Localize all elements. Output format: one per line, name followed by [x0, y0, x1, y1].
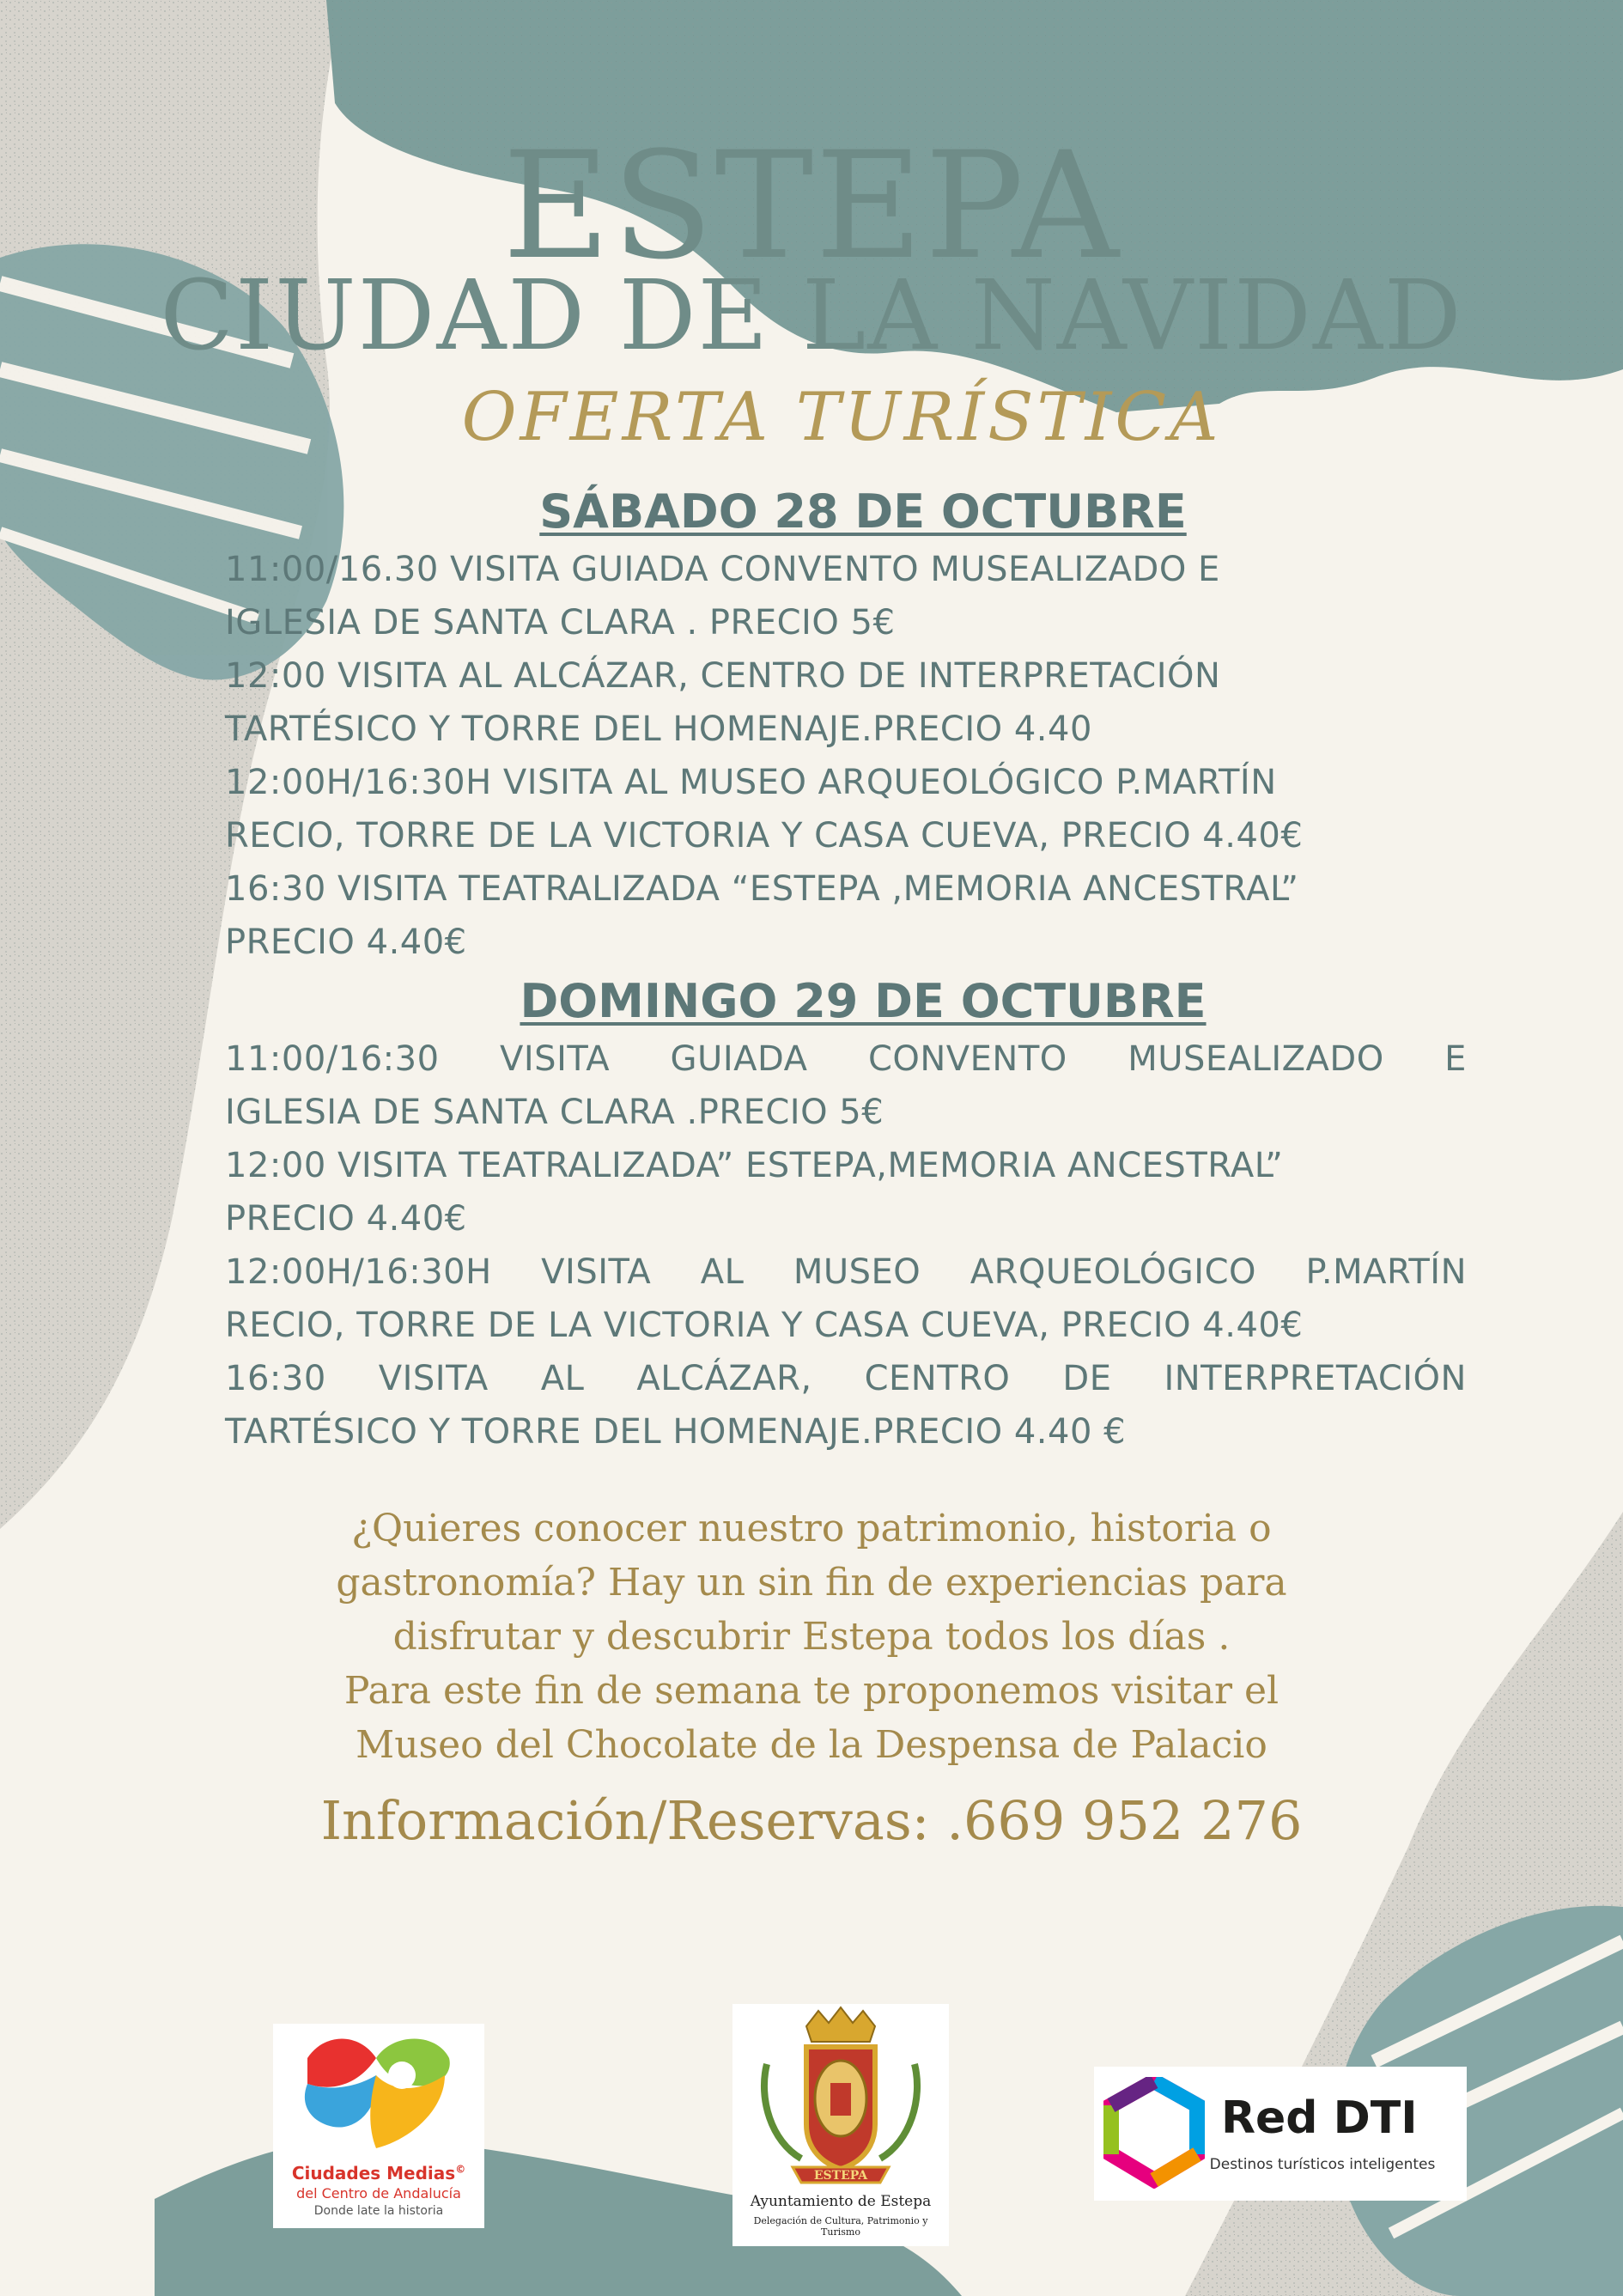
sunday-line: IGLESIA DE SANTA CLARA .PRECIO 5€ — [225, 1093, 884, 1132]
ayuntamiento-logo-name: Ayuntamiento de Estepa — [750, 2193, 932, 2210]
word: CENTRO — [864, 1359, 1011, 1398]
red-dti-tagline: Destinos turísticos inteligentes — [1209, 2156, 1436, 2173]
promo-line: ¿Quieres conocer nuestro patrimonio, historia o — [351, 1507, 1272, 1550]
word: VISITA — [378, 1359, 489, 1398]
saturday-line: TARTÉSICO Y TORRE DEL HOMENAJE.PRECIO 4.40 — [225, 710, 1092, 749]
ciudades-logo-tagline: Donde late la historia — [313, 2204, 444, 2218]
title-estepa: ESTEPA — [502, 119, 1121, 292]
word: P.MARTÍN — [1305, 1252, 1467, 1292]
saturday-section — [225, 481, 1467, 969]
saturday-line: RECIO, TORRE DE LA VICTORIA Y CASA CUEVA, PRECIO 4.40€ — [225, 816, 1304, 856]
subtitle-oferta: OFERTA TURÍSTICA — [461, 379, 1222, 456]
word: 12:00H/16:30H — [225, 1252, 492, 1292]
ciudades-logo-region: del Centro de Andalucía — [296, 2185, 461, 2202]
title-ciudad-navidad: CIUDAD DE LA NAVIDAD — [160, 260, 1463, 372]
sunday-line-justified — [225, 1352, 1467, 1405]
word: ARQUEOLÓGICO — [970, 1252, 1256, 1292]
saturday-line: 11:00/16.30 VISITA GUIADA CONVENTO MUSEALIZADO E — [225, 550, 1220, 589]
hexagon-icon — [1103, 2077, 1206, 2189]
coat-of-arms-icon — [732, 2004, 949, 2186]
word: MUSEALIZADO — [1128, 1039, 1384, 1079]
word: 11:00/16:30 — [225, 1039, 440, 1079]
reservations-info[interactable]: Información/Reservas: .669 952 276 — [320, 1789, 1303, 1852]
word: DE — [1062, 1359, 1112, 1398]
word: E — [1444, 1039, 1467, 1079]
word: CONVENTO — [867, 1039, 1067, 1079]
schedule — [225, 481, 1467, 1459]
ciudades-medias-logo — [273, 2024, 484, 2228]
red-dti-logo — [1094, 2067, 1467, 2201]
word: 16:30 — [225, 1359, 326, 1398]
heart-swirl-icon — [273, 2024, 484, 2161]
word: VISITA — [500, 1039, 611, 1079]
sunday-line-justified — [225, 1032, 1467, 1086]
sunday-line-justified — [225, 1245, 1467, 1299]
ayuntamiento-estepa-logo — [732, 2004, 949, 2246]
copyright-mark: © — [455, 2163, 466, 2176]
saturday-line: IGLESIA DE SANTA CLARA . PRECIO 5€ — [225, 603, 896, 643]
word: INTERPRETACIÓN — [1164, 1359, 1467, 1398]
promo-line: gastronomía? Hay un sin fin de experiencias para — [336, 1561, 1287, 1605]
saturday-line: 12:00 VISITA AL ALCÁZAR, CENTRO DE INTERPRETACIÓN — [225, 656, 1221, 696]
ayuntamiento-banner-text: ESTEPA — [813, 2169, 868, 2183]
sunday-section — [225, 971, 1467, 1459]
red-dti-name: Red DTI — [1221, 2092, 1418, 2144]
word: AL — [540, 1359, 585, 1398]
saturday-line: PRECIO 4.40€ — [225, 923, 467, 962]
sunday-line: RECIO, TORRE DE LA VICTORIA Y CASA CUEVA, PRECIO 4.40€ — [225, 1306, 1304, 1345]
ayuntamiento-logo-dept: Delegación de Cultura, Patrimonio y Turismo — [753, 2215, 928, 2238]
sunday-line: TARTÉSICO Y TORRE DEL HOMENAJE.PRECIO 4.40 € — [225, 1412, 1127, 1452]
word: MUSEO — [793, 1252, 921, 1292]
word: GUIADA — [670, 1039, 808, 1079]
promo-text — [0, 1501, 1623, 1860]
word: VISITA — [541, 1252, 652, 1292]
word: AL — [700, 1252, 745, 1292]
promo-line: disfrutar y descubrir Estepa todos los días . — [392, 1615, 1231, 1659]
promo-line: Para este fin de semana te proponemos visitar el — [343, 1669, 1280, 1713]
saturday-line: 12:00H/16:30H VISITA AL MUSEO ARQUEOLÓGICO P.MARTÍN — [225, 763, 1277, 802]
word: ALCÁZAR, — [636, 1359, 812, 1398]
promo-line: Museo del Chocolate de la Despensa de Palacio — [356, 1723, 1267, 1767]
saturday-line: 16:30 VISITA TEATRALIZADA “ESTEPA ,MEMORIA ANCESTRAL” — [225, 869, 1299, 909]
sunday-line: PRECIO 4.40€ — [225, 1199, 467, 1239]
ciudades-logo-name: Ciudades Medias — [291, 2163, 456, 2183]
sunday-heading: DOMINGO 29 DE OCTUBRE — [520, 974, 1207, 1028]
sunday-line: 12:00 VISITA TEATRALIZADA” ESTEPA,MEMORIA ANCESTRAL” — [225, 1146, 1284, 1185]
saturday-heading: SÁBADO 28 DE OCTUBRE — [539, 484, 1187, 539]
